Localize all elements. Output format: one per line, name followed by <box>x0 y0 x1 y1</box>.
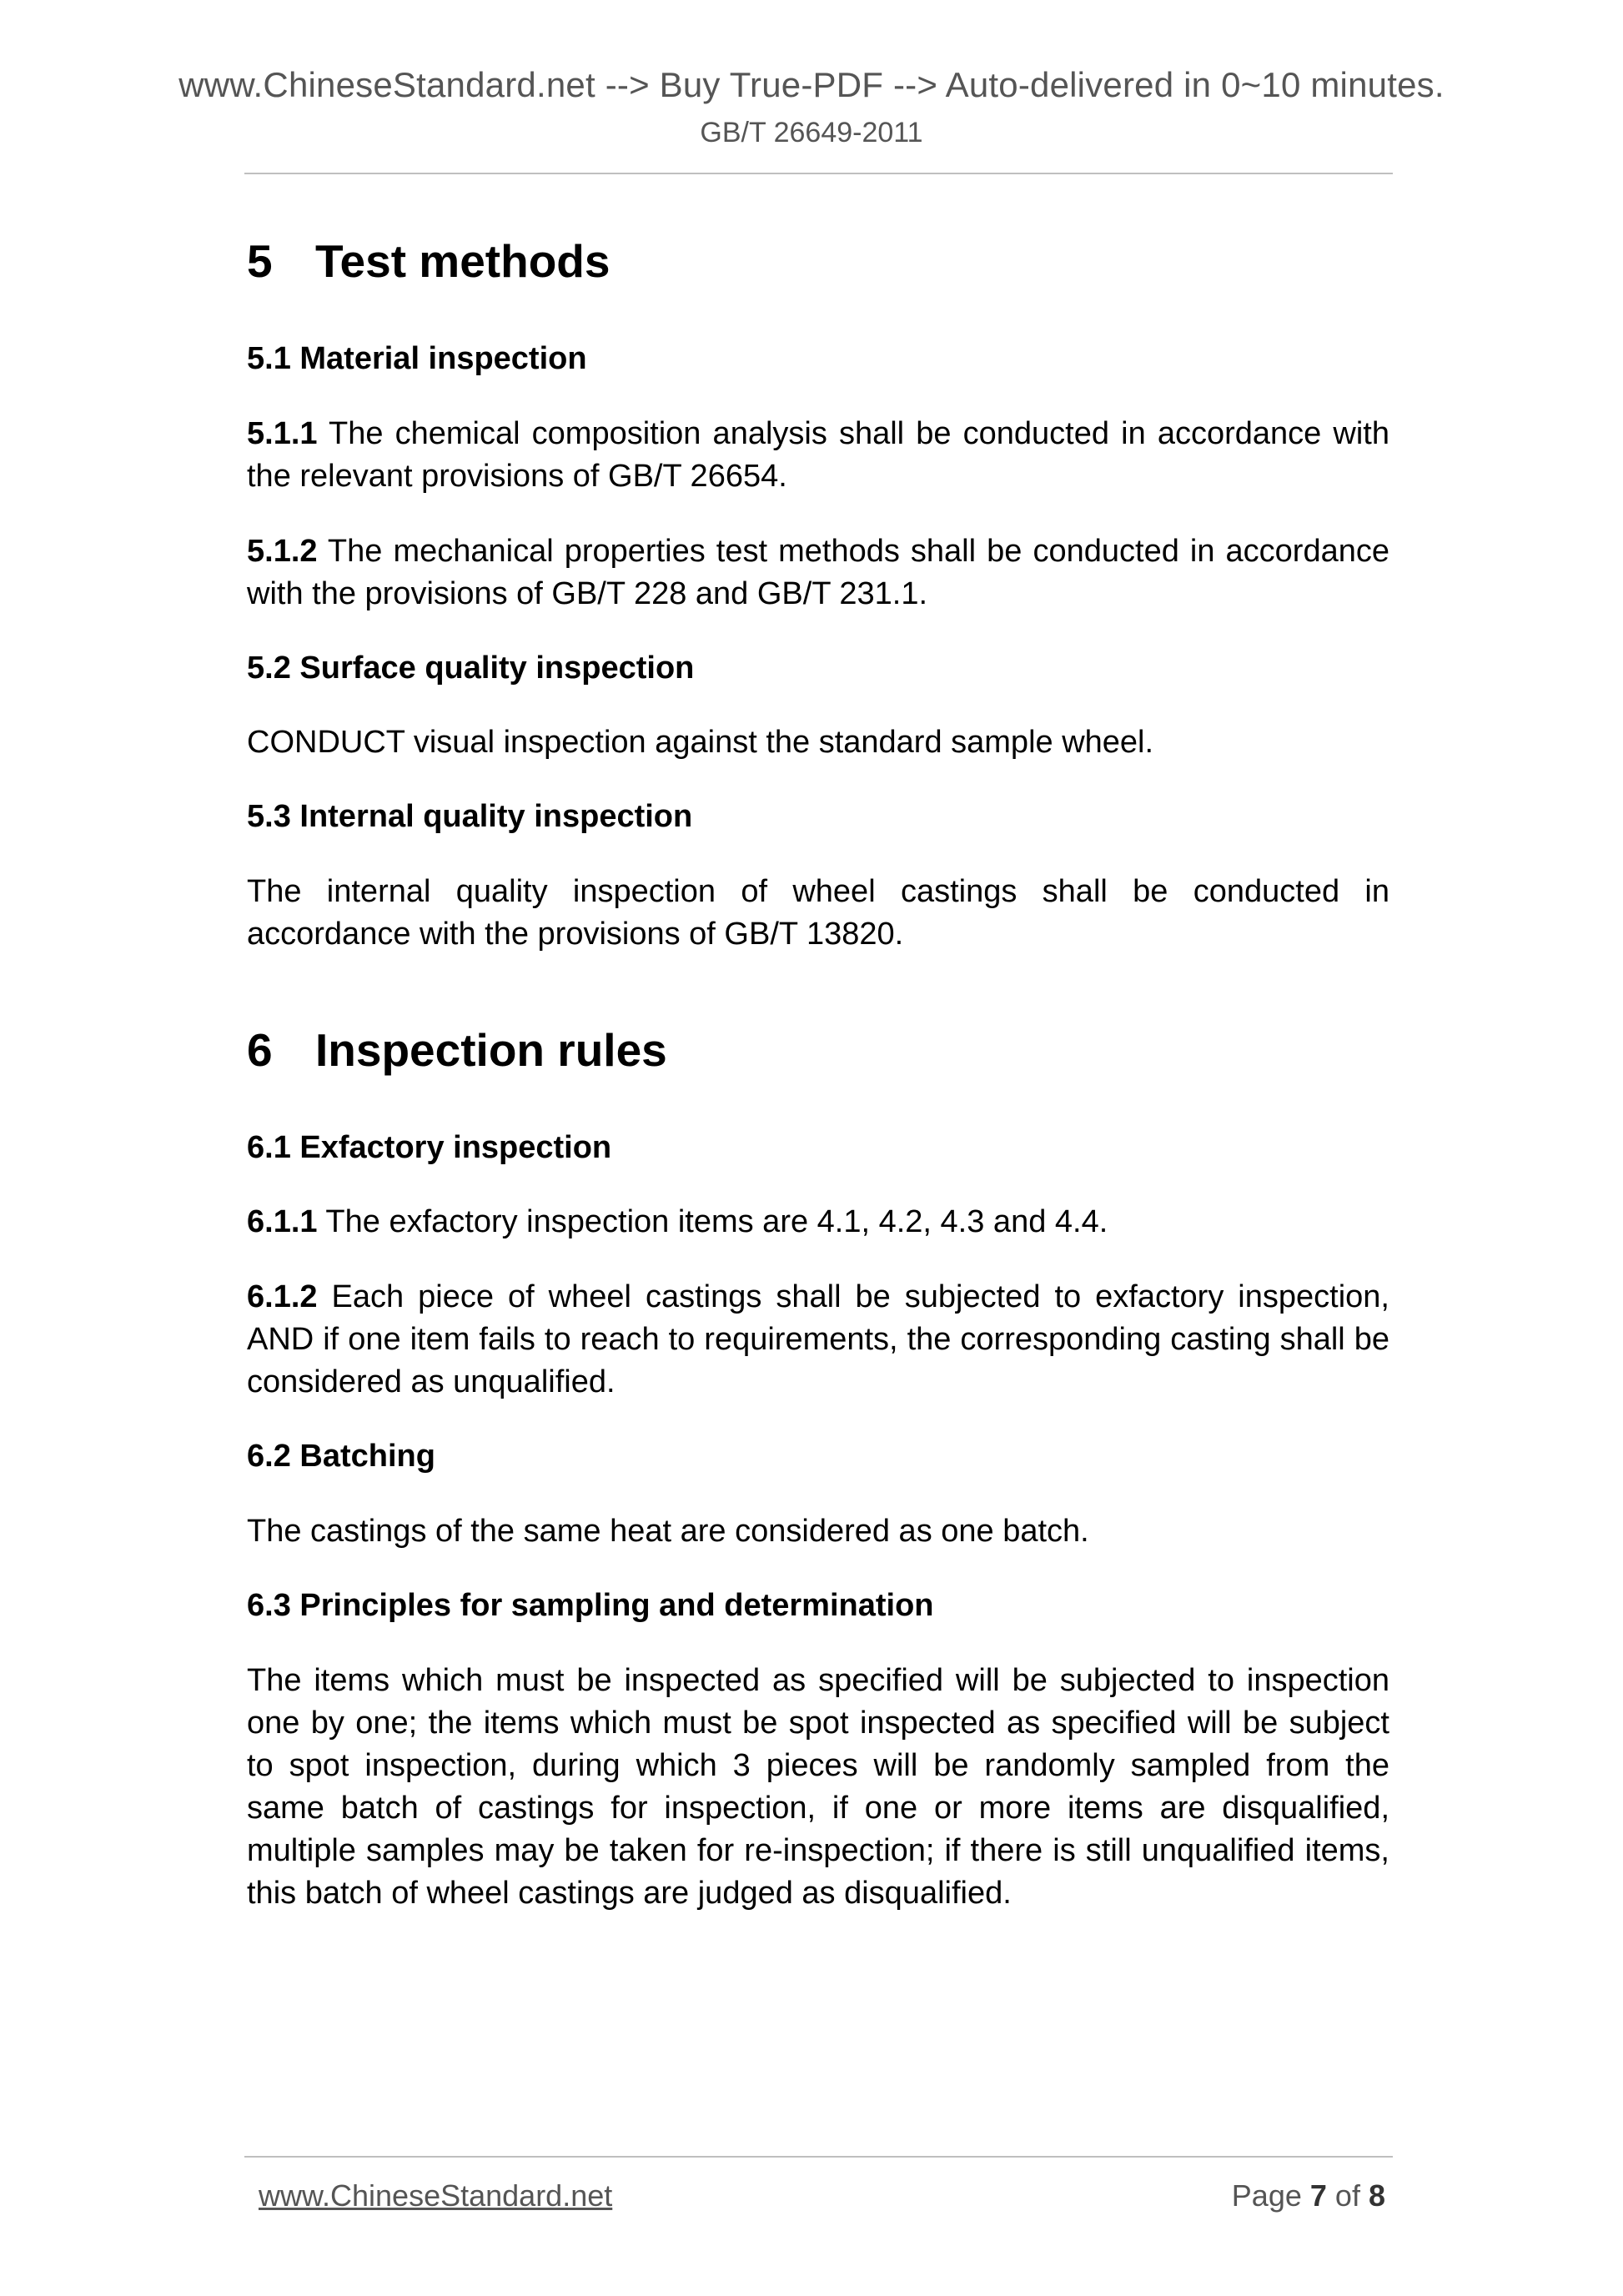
clause-number: 6.1.1 <box>247 1204 318 1240</box>
page-indicator <box>1232 2178 1385 2213</box>
clause-number: 6.1.2 <box>247 1279 318 1315</box>
section-6-heading <box>247 1022 1389 1078</box>
page-of: of <box>1334 2178 1360 2213</box>
footer-site-link[interactable]: www.ChineseStandard.net <box>259 2178 613 2213</box>
clause-number: 5.1.2 <box>247 533 318 569</box>
clause-text: Each piece of wheel castings shall be subjected to exfactory inspection, AND if one item fails to reach to requirements, the corresponding casting shall be considered as unqualified. <box>247 1279 1389 1400</box>
page-body <box>247 234 1389 1915</box>
subsection-5-3-text: The internal quality inspection of wheel castings shall be conducted in accordance with the provisions of GB/T 13820. <box>247 873 1389 952</box>
clause-number: 5.1.1 <box>247 415 318 451</box>
page-total: 8 <box>1368 2178 1385 2213</box>
page-current: 7 <box>1309 2178 1327 2213</box>
header-divider <box>244 173 1393 174</box>
subsection-5-2-text: CONDUCT visual inspection against the standard sample wheel. <box>247 725 1154 761</box>
footer-divider <box>244 2156 1393 2158</box>
section-5-heading <box>247 234 1389 289</box>
section-5-title: Test methods <box>315 235 611 287</box>
clause-5-1-1 <box>247 413 1389 498</box>
subsection-6-2-heading: 6.2 Batching <box>247 1439 435 1475</box>
standard-code: GB/T 26649-2011 <box>700 117 923 148</box>
section-6-number: 6 <box>247 1023 273 1076</box>
clause-6-1-1 <box>247 1201 1389 1243</box>
clause-text: The chemical composition analysis shall be conducted in accordance with the relevant provisions of GB/T 26654. <box>247 415 1389 494</box>
section-5-number: 5 <box>247 235 273 287</box>
subsection-5-1-heading: 5.1 Material inspection <box>247 341 587 376</box>
header-banner[interactable]: www.ChineseStandard.net --> Buy True-PDF --> Auto-delivered in 0~10 minutes. <box>178 65 1445 104</box>
subsection-5-2-heading: 5.2 Surface quality inspection <box>247 650 695 686</box>
subsection-6-3-text: The items which must be inspected as specified will be subjected to inspection one by one; the items which must be spot inspected as specified will be subject to spot inspection, during which 3 pieces will be randomly sampled from the same batch of castings for inspection, if one or more items are disqualified, multiple samples may be taken for re-inspection; if there is still unqualified items, this batch of wheel castings are judged as disqualified. <box>247 1662 1389 1911</box>
subsection-6-3-heading: 6.3 Principles for sampling and determination <box>247 1587 934 1623</box>
subsection-5-3-heading: 5.3 Internal quality inspection <box>247 799 693 835</box>
clause-6-1-2 <box>247 1276 1389 1404</box>
clause-text: The exfactory inspection items are 4.1, 4.2, 4.3 and 4.4. <box>325 1204 1108 1240</box>
section-6-title: Inspection rules <box>315 1023 667 1076</box>
subsection-6-2-text: The castings of the same heat are considered as one batch. <box>247 1513 1089 1549</box>
clause-5-1-2 <box>247 530 1389 615</box>
subsection-6-1-heading: 6.1 Exfactory inspection <box>247 1129 612 1165</box>
clause-text: The mechanical properties test methods shall be conducted in accordance with the provisions of GB/T 228 and GB/T 231.1. <box>247 533 1389 611</box>
page-label: Page <box>1231 2178 1302 2213</box>
